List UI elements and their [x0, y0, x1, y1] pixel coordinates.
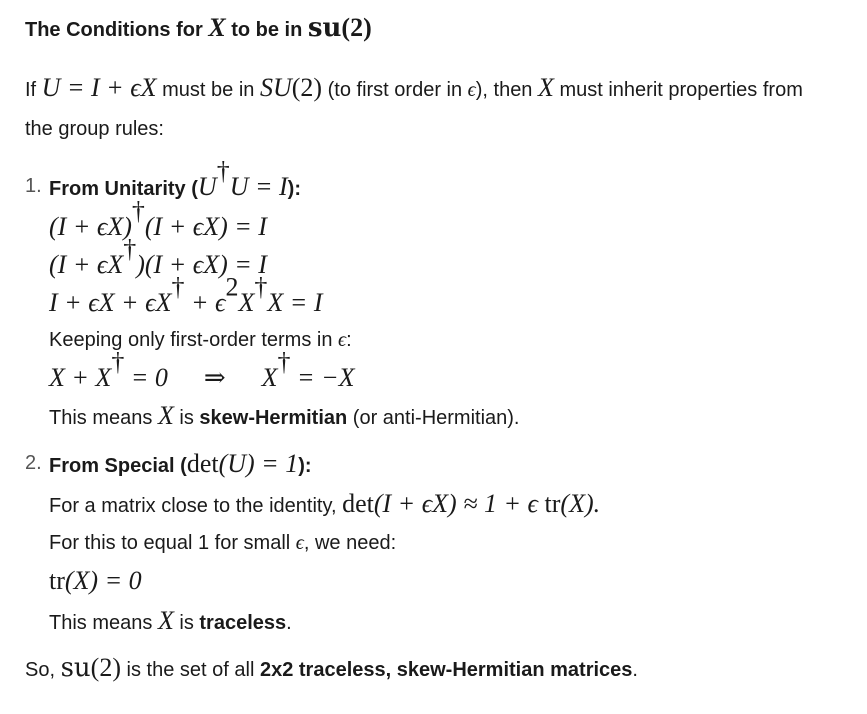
eq-part: X	[261, 363, 278, 392]
body-text: :	[346, 329, 352, 351]
matrix-close-identity	[49, 485, 845, 525]
equation-2	[49, 234, 845, 284]
body-text: For this to equal 1 for small	[49, 532, 296, 554]
heading-var-x: X	[208, 13, 226, 42]
eq-part: (I + ϵX	[49, 250, 124, 279]
body-text: So,	[25, 659, 61, 681]
eq-part: I + ϵX + ϵX	[49, 288, 172, 317]
eq-part: (I + ϵX)	[49, 212, 132, 241]
eq-part: X	[238, 288, 255, 317]
inline-det: det	[342, 489, 374, 518]
body-text: .	[632, 659, 638, 681]
title-math: (U) = 1	[218, 449, 299, 478]
list-item-unitarity	[25, 156, 845, 437]
section-heading	[25, 8, 372, 50]
title-math: U = I	[229, 172, 288, 201]
intro-math-x: X	[538, 73, 554, 102]
eq-part: (X) = 0	[64, 566, 142, 595]
body-text: .	[286, 612, 292, 634]
intro-text: ), then	[475, 79, 538, 101]
body-text: Keeping only first-order terms in	[49, 329, 339, 351]
list-item-special	[25, 445, 845, 642]
title-det: det	[186, 449, 219, 478]
body-text: is	[173, 612, 200, 634]
summary-algebra: su	[60, 653, 91, 683]
intro-text: must inherit properties from the group rules:	[25, 79, 803, 140]
intro-paragraph	[25, 68, 825, 149]
body-text: This means	[49, 612, 158, 634]
title-text: From Special (	[49, 455, 187, 477]
heading-algebra-arg: (2)	[341, 13, 372, 42]
heading-text-middle: to be in	[225, 19, 308, 41]
item-title	[49, 156, 845, 208]
implies-symbol: ⇒	[203, 363, 226, 392]
equation-3	[49, 272, 845, 322]
body-text: is	[173, 407, 200, 429]
eq-dagger: †	[254, 272, 268, 302]
inline-tr: tr	[544, 489, 561, 518]
eq-dagger: †	[123, 234, 137, 264]
eq-dagger: †	[131, 196, 145, 226]
equation-4	[49, 347, 845, 397]
inline-epsilon: ϵ	[338, 329, 347, 351]
means-skew-hermitian	[49, 397, 845, 437]
list-number: 1.	[25, 175, 42, 197]
body-text: For a matrix close to the identity,	[49, 495, 343, 517]
equation-1	[49, 196, 845, 246]
eq-part: + ϵ	[184, 288, 226, 317]
summary-paragraph	[25, 648, 638, 690]
inline-math: (X).	[560, 489, 601, 518]
body-text: , we need:	[303, 532, 397, 554]
means-traceless	[49, 602, 845, 642]
intro-text: (to first order in	[322, 79, 468, 101]
conditions-list	[25, 156, 845, 642]
bold-term: 2x2 traceless, skew-Hermitian matrices	[259, 659, 633, 681]
eq-part: = −X	[290, 363, 355, 392]
item-title	[49, 445, 845, 485]
eq-part: (I + ϵX) = I	[144, 212, 267, 241]
title-math: U	[197, 172, 217, 201]
intro-math-su: SU	[259, 73, 292, 102]
list-number: 2.	[25, 452, 42, 474]
eq-part: X = I	[267, 288, 323, 317]
eq-tr: tr	[49, 566, 65, 595]
title-text: ):	[287, 178, 301, 200]
eq-dagger: †	[277, 347, 291, 377]
inline-math: (I + ϵX) ≈ 1 + ϵ	[373, 489, 545, 518]
eq-power: 2	[225, 272, 239, 302]
equal-one-text	[49, 525, 845, 562]
inline-x: X	[157, 401, 174, 430]
intro-text: must be in	[156, 79, 260, 101]
title-text: ):	[298, 455, 312, 477]
title-text: From Unitarity (	[49, 178, 198, 200]
eq-dagger: †	[171, 272, 185, 302]
intro-math-u: U = I + ϵX	[41, 73, 157, 102]
body-text: is the set of all	[121, 659, 260, 681]
intro-math-su-arg: (2)	[291, 73, 323, 102]
intro-math-epsilon: ϵ	[467, 79, 476, 101]
intro-text: If	[25, 79, 42, 101]
bold-term: traceless	[199, 612, 287, 634]
body-text: This means	[49, 407, 158, 429]
eq-part: X + X	[49, 363, 112, 392]
heading-text: The Conditions for	[25, 19, 209, 41]
inline-epsilon: ϵ	[295, 532, 304, 554]
eq-dagger: †	[111, 347, 125, 377]
title-dagger: †	[216, 156, 230, 186]
eq-part: = 0	[124, 363, 168, 392]
inline-x: X	[157, 606, 174, 635]
heading-algebra: su	[307, 13, 342, 43]
body-text: (or anti-Hermitian).	[347, 407, 520, 429]
equation-trace	[49, 562, 845, 602]
bold-term: skew-Hermitian	[199, 407, 348, 429]
eq-part: )(I + ϵX) = I	[136, 250, 267, 279]
keeping-text	[49, 322, 845, 359]
summary-algebra-arg: (2)	[90, 653, 121, 682]
